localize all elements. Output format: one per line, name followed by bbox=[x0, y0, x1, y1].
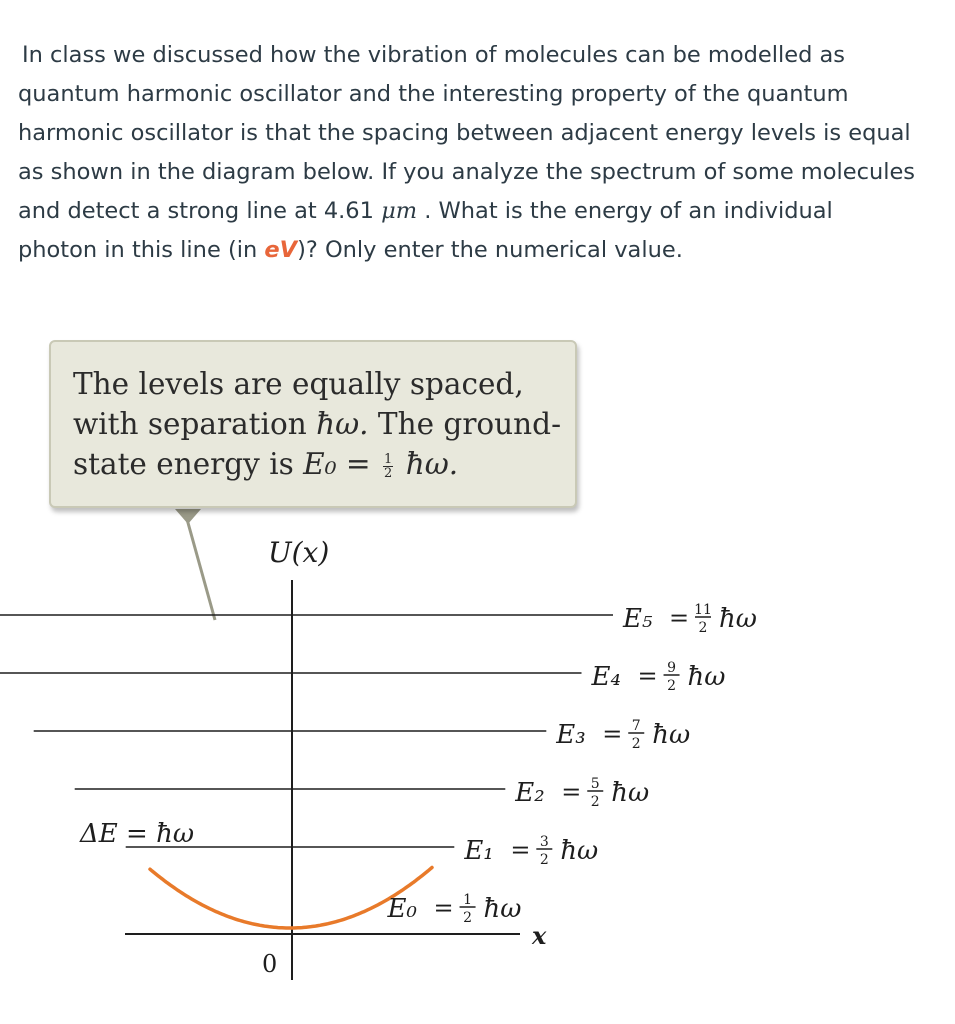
fraction-denominator: 2 bbox=[590, 794, 600, 810]
callout-line bbox=[73, 444, 575, 484]
question-text-fragment: . What is the energy of an individual bbox=[417, 198, 833, 224]
fraction-numerator: 3 bbox=[539, 834, 549, 850]
fraction-numerator: 1 bbox=[384, 451, 393, 467]
micrometer-unit: μm bbox=[381, 198, 418, 224]
energy-level-label bbox=[591, 660, 726, 694]
electronvolt-unit: eV bbox=[264, 237, 298, 263]
ground-energy-symbol: E₀ bbox=[303, 447, 337, 481]
level-name: E₃ bbox=[556, 720, 586, 750]
question-text-fragment: photon in this line (in bbox=[18, 237, 265, 263]
question-line: as shown in the diagram below. If you analyze the spectrum of some molecules bbox=[18, 159, 916, 185]
equals-sign: = bbox=[637, 662, 658, 690]
callout-line bbox=[73, 404, 575, 444]
energy-level-label bbox=[463, 834, 598, 868]
question-line: harmonic oscillator is that the spacing between adjacent energy levels is equal bbox=[18, 120, 911, 146]
level-name: E₂ bbox=[515, 778, 545, 808]
hbar-omega-symbol: ħω. bbox=[396, 447, 459, 481]
callout-pointer-tip bbox=[175, 509, 201, 524]
energy-level-label bbox=[555, 718, 690, 752]
hbar-omega-label: ħω bbox=[687, 662, 726, 692]
origin-label: 0 bbox=[262, 950, 278, 978]
fraction-numerator: 11 bbox=[694, 602, 712, 618]
spacing-label: ΔE = ħω bbox=[80, 819, 195, 849]
callout-box bbox=[49, 340, 577, 508]
fraction-denominator: 2 bbox=[667, 678, 677, 694]
equals-sign: = bbox=[433, 894, 454, 922]
equals-sign: = bbox=[336, 447, 381, 481]
hbar-omega-symbol: ħω. bbox=[316, 407, 369, 441]
fraction-denominator: 2 bbox=[384, 465, 393, 481]
fraction-denominator: 2 bbox=[631, 736, 641, 752]
hbar-omega-label: ħω bbox=[652, 720, 691, 750]
energy-level-label bbox=[622, 602, 757, 636]
level-name: E₄ bbox=[591, 662, 621, 692]
fraction-numerator: 7 bbox=[631, 718, 641, 734]
level-name: E₅ bbox=[623, 604, 653, 634]
equals-sign: = bbox=[669, 604, 690, 632]
fraction-numerator: 9 bbox=[667, 660, 677, 676]
x-axis-label: x bbox=[532, 921, 547, 950]
hbar-omega-label: ħω bbox=[483, 894, 522, 924]
hbar-omega-label: ħω bbox=[611, 778, 650, 808]
hbar-omega-label: ħω bbox=[560, 836, 599, 866]
energy-level-label bbox=[514, 776, 649, 810]
level-name: E₁ bbox=[464, 836, 494, 866]
callout-text-fragment: state energy is bbox=[73, 447, 304, 481]
callout-line: The levels are equally spaced, bbox=[73, 367, 524, 401]
energy-level-label bbox=[387, 892, 522, 926]
callout-pointer bbox=[185, 512, 215, 620]
one-half-fraction bbox=[383, 453, 393, 480]
fraction-denominator: 2 bbox=[463, 910, 473, 926]
question-text-fragment: and detect a strong line at 4.61 bbox=[18, 198, 382, 224]
fraction-denominator: 2 bbox=[539, 852, 549, 868]
level-name: E₀ bbox=[387, 894, 417, 924]
equals-sign: = bbox=[602, 720, 623, 748]
fraction-numerator: 1 bbox=[463, 892, 473, 908]
question-line: quantum harmonic oscillator and the interesting property of the quantum bbox=[18, 81, 849, 107]
callout-text-fragment: with separation bbox=[73, 407, 317, 441]
hbar-omega-label: ħω bbox=[719, 604, 757, 634]
question-line: In class we discussed how the vibration of molecules can be modelled as bbox=[22, 42, 846, 68]
question-text-fragment: )? Only enter the numerical value. bbox=[297, 237, 683, 263]
fraction-numerator: 5 bbox=[590, 776, 600, 792]
fraction-denominator: 2 bbox=[698, 620, 708, 636]
callout-text-fragment: The ground- bbox=[368, 407, 562, 441]
y-axis-label: U(x) bbox=[268, 536, 330, 569]
equals-sign: = bbox=[510, 836, 531, 864]
equals-sign: = bbox=[561, 778, 582, 806]
